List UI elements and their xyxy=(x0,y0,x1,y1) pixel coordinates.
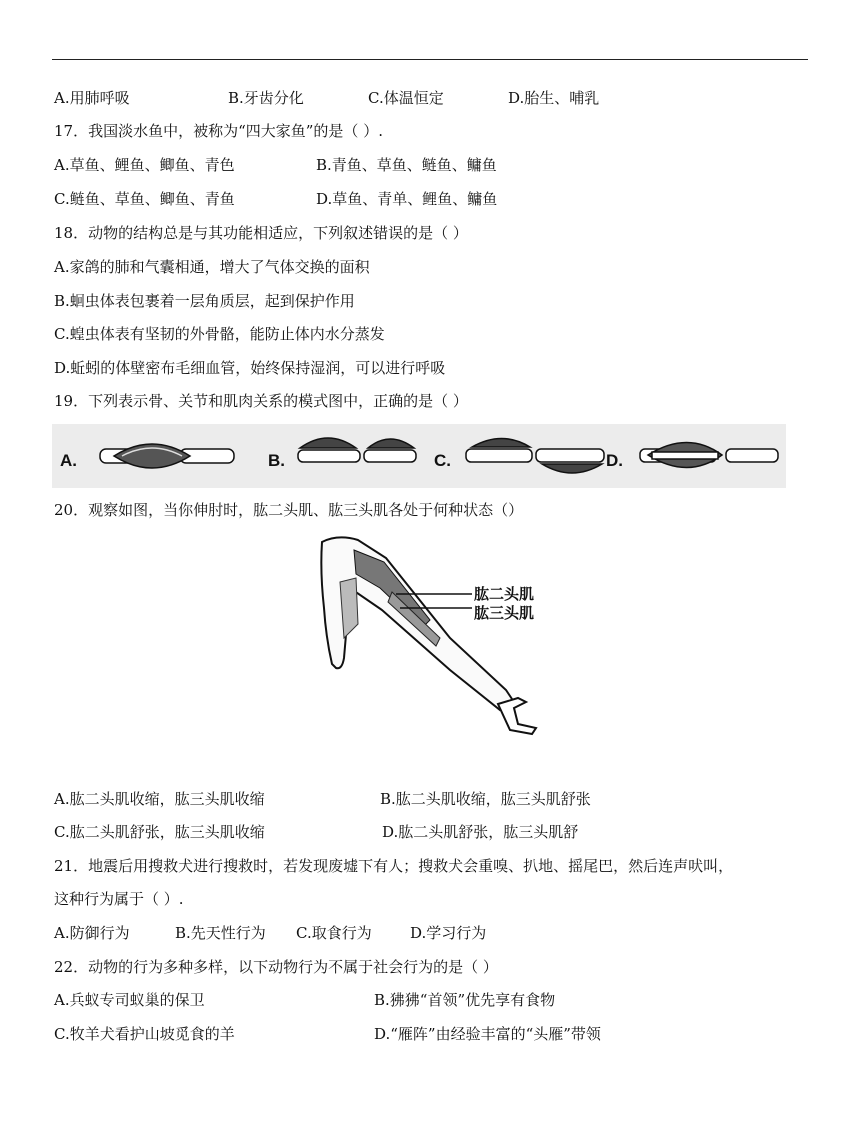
diagram-d xyxy=(640,443,778,468)
arm-muscle-illustration xyxy=(300,528,560,750)
q18-option-d: D.蚯蚓的体壁密布毛细血管，始终保持湿润，可以进行呼吸 xyxy=(54,359,446,377)
diagram-b xyxy=(298,438,416,462)
q17-option-d: D.草鱼、青单、鲤鱼、鳙鱼 xyxy=(316,190,498,208)
q22-option-c: C.牧羊犬看护山坡觅食的羊 xyxy=(54,1025,235,1043)
q21-option-c: C.取食行为 xyxy=(296,924,372,942)
q20-option-b: B.肱二头肌收缩，肱三头肌舒张 xyxy=(380,790,591,808)
fig-label-triceps: 肱三头肌 xyxy=(474,604,535,622)
q21-option-a: A.防御行为 xyxy=(54,924,130,942)
q22-option-a: A.兵蚁专司蚁巢的保卫 xyxy=(54,991,205,1009)
fig-label-biceps: 肱二头肌 xyxy=(474,585,535,603)
q17-option-a: A.草鱼、鲤鱼、鲫鱼、青色 xyxy=(54,156,235,174)
q21-stem-line1: 21．地震后用搜救犬进行搜救时，若发现废墟下有人；搜救犬会重嗅、扒地、摇尾巴，然后连声吠叫， xyxy=(54,857,734,875)
header-rule xyxy=(52,59,808,60)
diagram-c xyxy=(466,439,604,474)
q18-option-c: C.蝗虫体表有坚韧的外骨骼，能防止体内水分蒸发 xyxy=(54,325,385,343)
q20-arm-figure xyxy=(300,528,560,750)
q16-option-c: C.体温恒定 xyxy=(368,89,444,107)
fig-label-a: A. xyxy=(60,451,77,470)
fig-label-b: B. xyxy=(268,451,285,470)
diagram-a xyxy=(100,444,234,468)
q21-option-b: B.先天性行为 xyxy=(175,924,266,942)
q20-stem: 20．观察如图，当你伸肘时，肱二头肌、肱三头肌各处于何种状态（） xyxy=(54,501,524,519)
q22-stem: 22．动物的行为多种多样，以下动物行为不属于社会行为的是（ ） xyxy=(54,958,498,976)
q17-option-b: B.青鱼、草鱼、鲢鱼、鳙鱼 xyxy=(316,156,497,174)
q19-stem: 19．下列表示骨、关节和肌肉关系的模式图中，正确的是（ ） xyxy=(54,392,468,410)
q22-option-b: B.狒狒“首领”优先享有食物 xyxy=(374,991,556,1009)
q18-stem: 18．动物的结构总是与其功能相适应，下列叙述错误的是（ ） xyxy=(54,224,468,242)
q22-option-d: D.“雁阵”由经验丰富的“头雁”带领 xyxy=(374,1025,601,1043)
q20-option-d: D.肱二头肌舒张，肱三头肌舒 xyxy=(382,823,579,841)
q19-figure xyxy=(52,424,786,488)
fig-label-c: C. xyxy=(434,451,451,470)
fig-label-d: D. xyxy=(606,451,623,470)
q16-option-d: D.胎生、哺乳 xyxy=(508,89,600,107)
q21-stem-line2: 这种行为属于（ ）. xyxy=(54,890,184,908)
q16-option-b: B.牙齿分化 xyxy=(228,89,304,107)
q20-option-a: A.肱二头肌收缩，肱三头肌收缩 xyxy=(54,790,265,808)
q20-option-c: C.肱二头肌舒张，肱三头肌收缩 xyxy=(54,823,265,841)
q16-option-a: A.用肺呼吸 xyxy=(54,89,130,107)
q17-option-c: C.鲢鱼、草鱼、鲫鱼、青鱼 xyxy=(54,190,235,208)
q17-stem: 17．我国淡水鱼中，被称为“四大家鱼”的是（ ）. xyxy=(54,122,383,140)
bone-joint-muscle-diagram xyxy=(52,424,786,488)
q18-option-b: B.蛔虫体表包裹着一层角质层，起到保护作用 xyxy=(54,292,355,310)
q18-option-a: A.家鸽的肺和气囊相通，增大了气体交换的面积 xyxy=(54,258,370,276)
q21-option-d: D.学习行为 xyxy=(410,924,487,942)
